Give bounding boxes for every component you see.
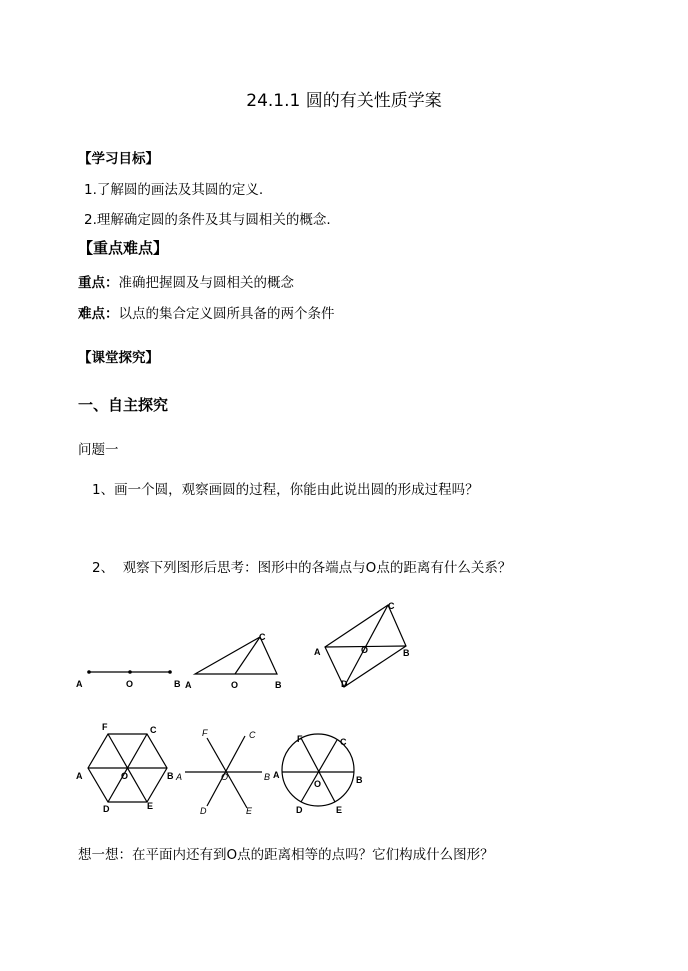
- fig1-label-b: B: [174, 679, 181, 689]
- section-heading: 一、自主探究: [78, 396, 169, 414]
- fig5-label-o: O: [221, 772, 229, 782]
- fig2-label-c: C: [259, 632, 266, 642]
- difficult-point-line: [78, 302, 335, 322]
- objective-item: 1.了解圆的画法及其圆的定义.: [84, 182, 264, 198]
- fig1-label-a: A: [76, 679, 83, 689]
- fig3-label-b: B: [403, 648, 410, 658]
- key-label: 重点：: [78, 275, 119, 291]
- explore-heading: 【课堂探究】: [78, 350, 159, 366]
- fig6-label-e: E: [336, 805, 343, 815]
- think-question: 想一想：在平面内还有到O点的距离相等的点吗？它们构成什么图形？: [78, 847, 494, 863]
- fig5-label-a: A: [176, 772, 183, 782]
- page-title: 24.1.1 圆的有关性质学案: [246, 91, 442, 111]
- difficult-text: 以点的集合定义圆所具备的两个条件: [118, 306, 335, 322]
- fig4-label-f: F: [102, 722, 108, 732]
- fig4-label-a: A: [76, 771, 83, 781]
- key-points-heading: 【重点难点】: [78, 239, 169, 257]
- fig4-label-e: E: [147, 801, 154, 811]
- fig5-label-c: C: [249, 730, 256, 740]
- question-2-text: 观察下列图形后思考：图形中的各端点与O点的距离有什么关系？: [122, 560, 512, 576]
- fig3-label-d: D: [341, 679, 348, 689]
- question-1: 1、画一个圆，观察画圆的过程，你能由此说出圆的形成过程吗？: [92, 482, 479, 498]
- fig3-label-o: O: [361, 645, 369, 655]
- fig2-label-a: A: [185, 680, 192, 690]
- difficult-label: 难点：: [78, 306, 119, 322]
- fig4-label-b: B: [167, 771, 174, 781]
- fig5-label-d: D: [200, 806, 207, 816]
- fig6-label-o: O: [314, 779, 322, 789]
- objective-item: 2.理解确定圆的条件及其与圆相关的概念.: [84, 212, 331, 228]
- question-2: [92, 556, 511, 576]
- fig5-label-b: B: [264, 772, 271, 782]
- key-point-line: [78, 271, 294, 291]
- fig1-label-o: O: [126, 679, 134, 689]
- fig3-label-a: A: [314, 647, 321, 657]
- fig4-label-d: D: [103, 804, 110, 814]
- fig5-label-f: F: [202, 728, 208, 738]
- objectives-heading: 【学习目标】: [78, 151, 159, 167]
- fig6-label-d: D: [296, 805, 303, 815]
- question-2-number: 2、: [92, 560, 115, 576]
- fig2-label-b: B: [275, 680, 282, 690]
- fig4-label-o: O: [121, 771, 129, 781]
- fig4-label-c: C: [150, 725, 157, 735]
- fig6-label-f: F: [297, 734, 303, 744]
- geometry-figures: [0, 590, 688, 830]
- fig5-label-e: E: [246, 806, 253, 816]
- fig6-label-a: A: [273, 770, 280, 780]
- fig6-label-c: C: [340, 737, 347, 747]
- key-text: 准确把握圆及与圆相关的概念: [118, 275, 294, 291]
- fig2-label-o: O: [231, 680, 239, 690]
- fig6-label-b: B: [356, 775, 363, 785]
- question-label: 问题一: [78, 442, 119, 458]
- fig3-label-c: C: [388, 601, 395, 611]
